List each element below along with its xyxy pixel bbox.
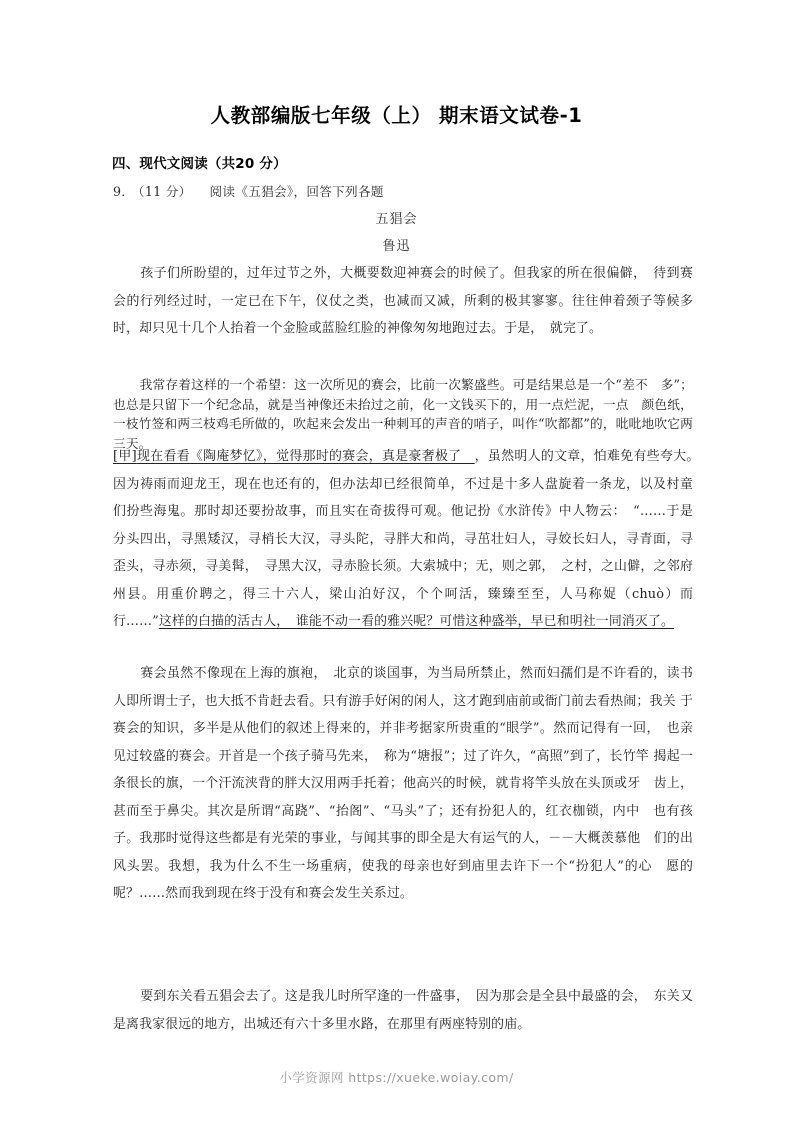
paragraph-hope-text: 我常存着这样的一个希望：这一次所见的赛会，比前一次繁盛些。可是结果总是一个“差不 多”；也总是只留下一个纪念品，就是当神像还未抬过之前，化一文钱买下的，用一点烂泥，一点 颜色纸，一枝竹签和两三枝鸡毛所做的，吹起来会发出一种刺耳的声音的哨子，叫作“吹都都”的，吡吡地吹它两三天。 bbox=[113, 377, 693, 451]
jia-body-text: ，虽然明人的文章，怕难免有些夸大。 因为祷雨而迎龙王，现在也还有的，但办法却已经很简单，不过是十多人盘旋着一条龙，以及村童 们扮些海鬼。那时却还要扮故事，而且实在奇拔得可观。他记扮《水浒传》中人物云： “……于是 分头四出，寻黑矮汉，寻梢长大汉，寻头陀，寻胖大和尚，寻茁壮妇人，寻姣长妇人，寻青面，寻 歪头，寻赤须，寻美髯， 寻黑大汉，寻赤脸长须。大索城中；无，则之郭， 之村，之山僻，之邻府 州县。用重价聘之，得三十六人，梁山泊好汉，个个呵活，臻臻至至，人马称娖（chuò）而行……” bbox=[113, 449, 707, 629]
paragraph-opening-text: 孩子们所盼望的，过年过节之外，大概要数迎神赛会的时候了。但我家的所在很偏僻， 待到赛 会的行列经过时，一定已在下午，仪仗之类，也减而又减，所剩的极其寥寥。往往伸着颈子等候多 时，却只见十几个人抬着一个金脸或蓝脸红脸的神像匆匆地跑过去。于是， 就完了。 bbox=[113, 266, 693, 336]
footer-watermark: 小学资源网 https://xueke.woiay.com/ bbox=[279, 1070, 514, 1085]
paragraph-opening bbox=[113, 260, 693, 343]
paragraph-hope bbox=[113, 375, 693, 453]
page-title: 人教部编版七年级（上） 期末语文试卷-1 bbox=[210, 104, 583, 127]
paragraph-jia-excerpt bbox=[113, 443, 707, 636]
question-number: 9． bbox=[113, 184, 135, 199]
jia-underlined-tail: 这样的白描的活古人， 谁能不动一看的雅兴呢？可惜这种盛举，早已和明社一同消灭了。 bbox=[158, 614, 675, 629]
article-title: 五猖会 bbox=[375, 212, 418, 227]
section-heading: 四、现代文阅读（共20 分） bbox=[112, 156, 287, 172]
paragraph-dongguan-text: 要到东关看五猖会去了。这是我儿时所罕逢的一件盛事， 因为那会是全县中最盛的会， 东关又 是离我家很远的地方，出城还有六十多里水路，在那里有两座特别的庙。 bbox=[113, 989, 707, 1032]
paragraph-dongguan bbox=[113, 983, 707, 1038]
paragraph-saihui bbox=[113, 660, 693, 908]
question-prompt-text: 阅读《五猖会》，回答下列各题 bbox=[209, 184, 384, 199]
question-prompt-line bbox=[113, 181, 384, 200]
jia-underlined-head: 现在看看《陶庵梦忆》，觉得那时的赛会，真是豪奢极了 bbox=[136, 449, 475, 464]
question-points: （11 分） bbox=[138, 184, 192, 199]
paragraph-saihui-text: 赛会虽然不像现在上海的旗袍， 北京的谈国事，为当局所禁止，然而妇孺们是不许看的，读书 人即所谓士子，也大抵不肯赶去看。只有游手好闲的闲人，这才跑到庙前或衙门前去看热闹；我关 于赛会的知识，多半是从他们的叙述上得来的，并非考据家所贵重的“眼学”。然而记得有一回， 也亲见过较盛的赛会。开首是一个孩子骑马先来， 称为“塘报”；过了许久，“高照”到了，长竹竿 揭起一条很长的旗，一个汗流浃背的胖大汉用两手托着；他高兴的时候，就肯将竿头放在头顶或牙 齿上，甚而至于鼻尖。其次是所谓“高跷”、“抬阁”、“马头”了；还有扮犯人的，红衣枷锁，内中 也有孩子。我那时觉得这些都是有光荣的事业，与闻其事的即全是大有运气的人，－－大概羡慕他 们的出风头罢。我想，我为什么不生一场重病，使我的母亲也好到庙里去许下一个“扮犯人”的心 愿的呢？……然而我到现在终于没有和赛会发生关系过。 bbox=[113, 666, 693, 901]
jia-marker: [甲] bbox=[113, 449, 137, 464]
article-author: 鲁迅 bbox=[382, 239, 411, 254]
